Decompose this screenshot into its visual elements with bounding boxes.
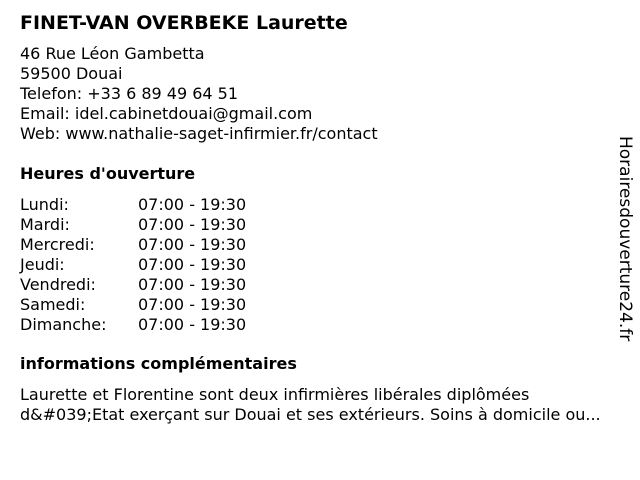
time-range: 07:00 - 19:30 xyxy=(138,275,247,294)
day-label: Mercredi: xyxy=(20,235,95,254)
business-name: FINET-VAN OVERBEKE Laurette xyxy=(20,12,348,34)
email-line: Email: idel.cabinetdouai@gmail.com xyxy=(20,104,313,123)
day-label: Dimanche: xyxy=(20,315,107,334)
phone-line: Telefon: +33 6 89 49 64 51 xyxy=(20,84,239,103)
hours-row-friday xyxy=(20,275,246,295)
day-label: Lundi: xyxy=(20,195,69,214)
day-label: Vendredi: xyxy=(20,275,96,294)
hours-row-sunday xyxy=(20,315,246,335)
web-line: Web: www.nathalie-saget-infirmier.fr/contact xyxy=(20,124,378,143)
time-range: 07:00 - 19:30 xyxy=(138,195,247,214)
address-city: 59500 Douai xyxy=(20,64,123,83)
opening-hours-heading: Heures d'ouverture xyxy=(20,164,196,183)
hours-row-saturday xyxy=(20,295,246,315)
hours-row-thursday xyxy=(20,255,246,275)
day-label: Mardi: xyxy=(20,215,70,234)
hours-row-monday xyxy=(20,195,246,215)
hours-row-tuesday xyxy=(20,215,246,235)
hours-row-wednesday xyxy=(20,235,246,255)
time-range: 07:00 - 19:30 xyxy=(138,255,247,274)
additional-info-heading: informations complémentaires xyxy=(20,354,297,373)
time-range: 07:00 - 19:30 xyxy=(138,295,247,314)
site-watermark: Horairesdouverture24.fr xyxy=(615,136,635,342)
day-label: Samedi: xyxy=(20,295,86,314)
time-range: 07:00 - 19:30 xyxy=(138,235,247,254)
address-street: 46 Rue Léon Gambetta xyxy=(20,44,205,63)
opening-hours-table xyxy=(20,195,246,335)
time-range: 07:00 - 19:30 xyxy=(138,215,247,234)
day-label: Jeudi: xyxy=(20,255,65,274)
additional-info-text: Laurette et Florentine sont deux infirmières libérales diplômées d&#039;Etat exerçant sur Douai et ses extérieurs. Soins à domicile ou... xyxy=(20,385,601,424)
contact-block xyxy=(20,44,378,144)
time-range: 07:00 - 19:30 xyxy=(138,315,247,334)
